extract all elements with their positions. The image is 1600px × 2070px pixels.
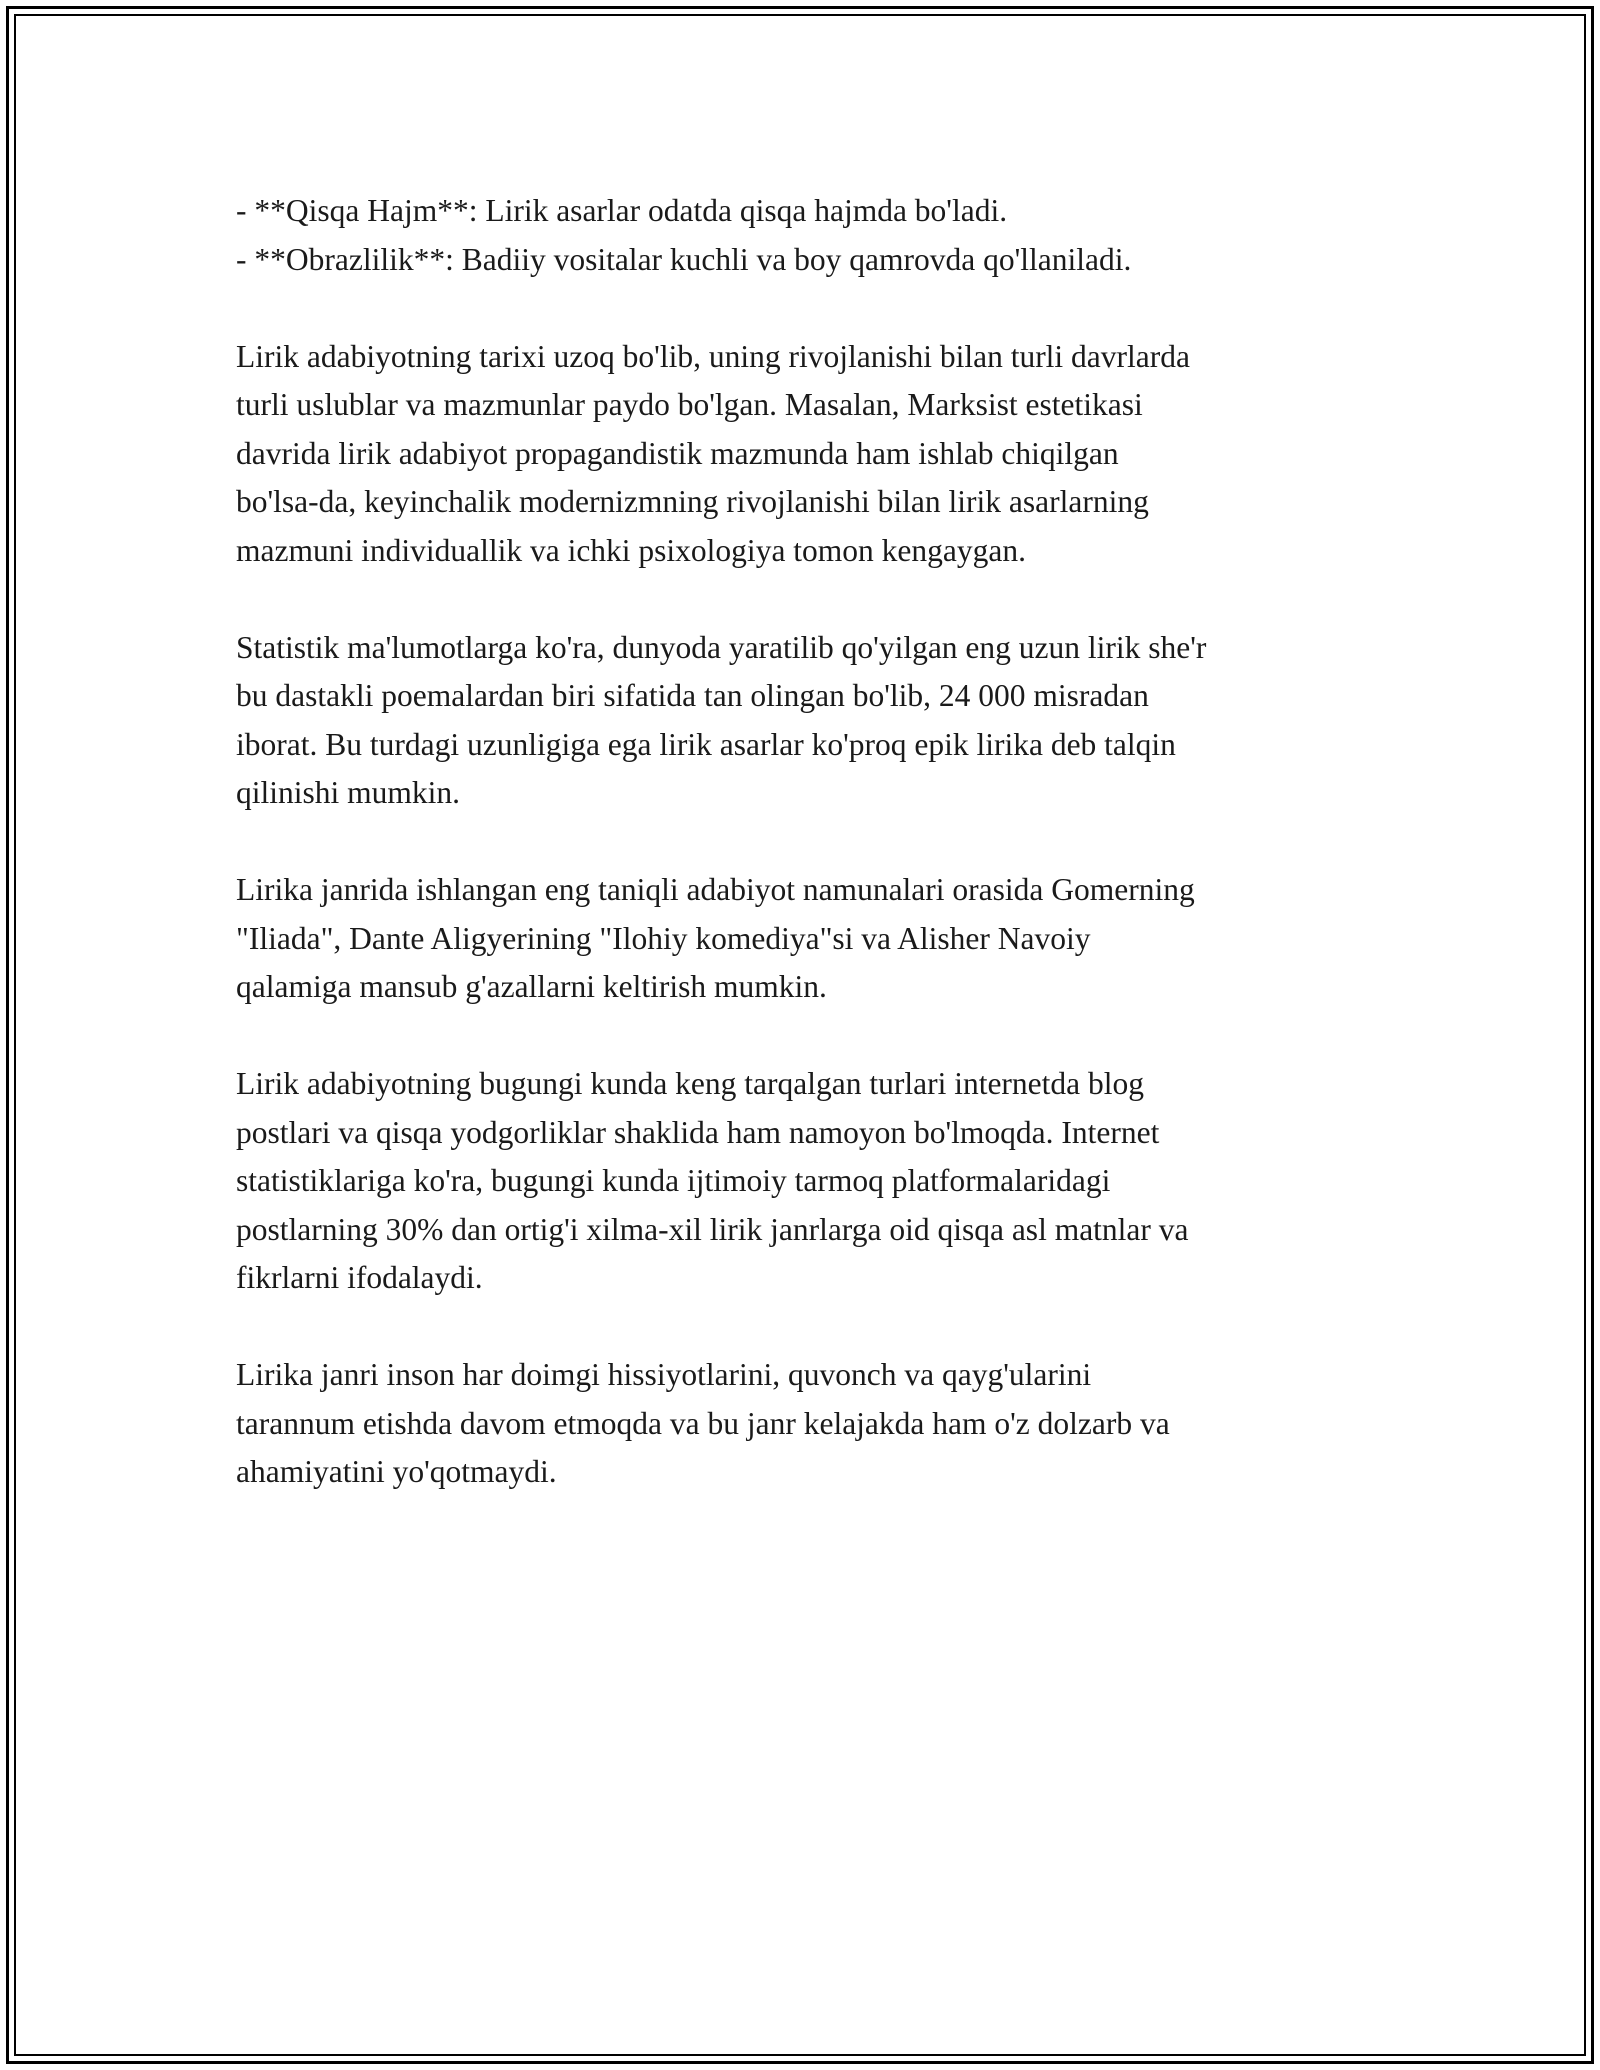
- feature-list: [236, 187, 1386, 284]
- document-body: [236, 187, 1386, 1545]
- paragraph-conclusion: Lirika janri inson har doimgi hissiyotlarini, quvonch va qayg'ularini tarannum etishda davom etmoqda va bu janr kelajakda ham o'z dolzarb va ahamiyatini yo'qotmaydi.: [236, 1357, 1170, 1489]
- paragraph-history: Lirik adabiyotning tarixi uzoq bo'lib, uning rivojlanishi bilan turli davrlarda turli uslublar va mazmunlar paydo bo'lgan. Masalan, Marksist estetikasi davrida lirik adabiyot propagandistik mazmunda ham ishlab chiqilgan bo'lsa-da, keyinchalik modernizmning rivojlanishi bilan lirik asarlarning mazmuni individuallik va ichki psixologiya tomon kengaygan.: [236, 338, 1190, 568]
- paragraph-statistics: Statistik ma'lumotlarga ko'ra, dunyoda yaratilib qo'yilgan eng uzun lirik she'r bu dastakli poemalardan biri sifatida tan olingan bo'lib, 24 000 misradan iborat. Bu turdagi uzunligiga ega lirik asarlar ko'proq epik lirika deb talqin qilinishi mumkin.: [236, 629, 1207, 810]
- list-item: - **Obrazlilik**: Badiiy vositalar kuchli va boy qamrovda qo'llaniladi.: [236, 241, 1132, 277]
- list-item: - **Qisqa Hajm**: Lirik asarlar odatda qisqa hajmda bo'ladi.: [236, 193, 1008, 228]
- paragraph-famous-works: Lirika janrida ishlangan eng taniqli adabiyot namunalari orasida Gomerning "Iliada", Dante Aligyerining "Ilohiy komediya"si va Alisher Navoiy qalamiga mansub g'azallarni keltirish mumkin.: [236, 872, 1195, 1004]
- paragraph-internet: Lirik adabiyotning bugungi kunda keng tarqalgan turlari internetda blog postlari va qisqa yodgorliklar shaklida ham namoyon bo'lmoqda. Internet statistiklariga ko'ra, bugungi kunda ijtimoiy tarmoq platformalaridagi postlarning 30% dan ortig'i xilma-xil lirik janrlarga oid qisqa asl matnlar va fikrlarni ifodalaydi.: [236, 1066, 1189, 1295]
